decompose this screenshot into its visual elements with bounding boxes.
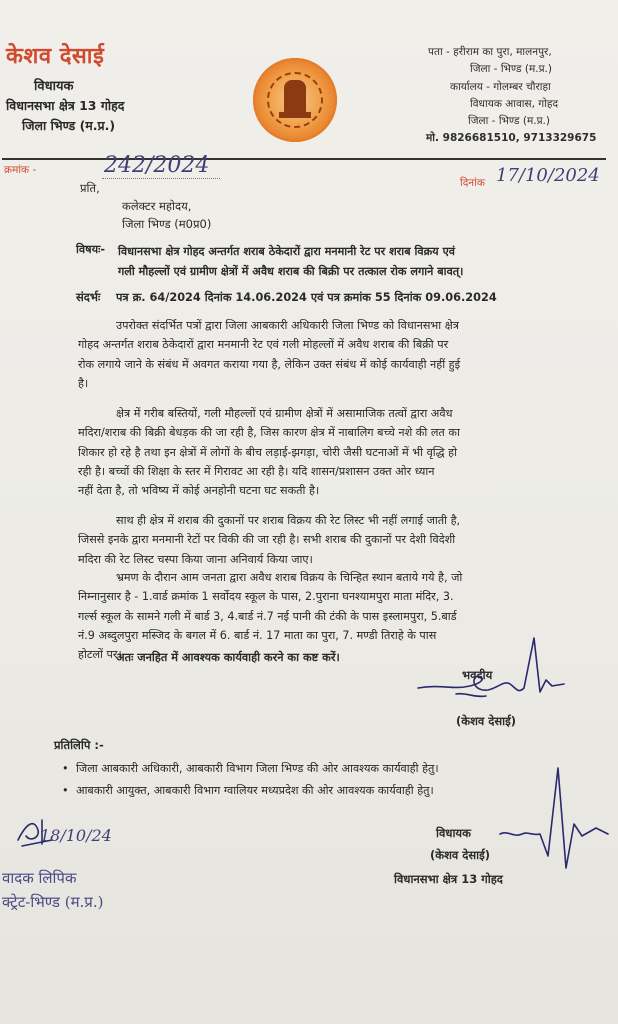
recipient-line: जिला भिण्ड (म0प्र0) [122,217,212,231]
lion-capital-emblem-icon [284,80,306,114]
reference-number-underline [102,178,220,179]
date-label: दिनांक [460,177,485,189]
paragraph-line: जिससे इनके द्वारा मनमानी रेटों पर विकी की जा रही है। सभी शराब की दुकानों पर देशी विदेशी [78,533,456,547]
mla-constituency: विधानसभा क्षेत्र 13 गोहद [6,98,125,113]
paragraph-line: निम्नानुसार है - 1.वार्ड क्रमांक 1 सर्वोदय स्कूल के पास, 2.पुराना घनश्यामपुरा माता मंदिर, 3. [78,590,454,604]
paragraph-line: है। [78,376,89,390]
subject-line: विधानसभा क्षेत्र गोहद अन्तर्गत शराब ठेकेदारों द्वारा मनमानी रेट पर शराब विक्रय एवं [118,245,455,258]
paragraph-line: रोक लगाये जाने के संबंध में अवगत कराया गया है, लेकिन उक्त संबंध में कोई कार्यवाही नहीं हुई [78,357,461,371]
body-paragraph-1 [78,316,554,393]
mla-district: जिला भिण्ड (म.प्र.) [22,118,116,133]
date-handwritten: 17/10/2024 [496,165,600,186]
reference-label: संदर्भः [76,290,101,304]
footer-name: (केशव देसाई) [430,848,491,862]
paragraph-line: साथ ही क्षेत्र में शराब की दुकानों पर शराब विक्रय की रेट लिस्ट भी नहीं लगाई जाती है, [116,514,461,527]
footer-constituency: विधानसभा क्षेत्र 13 गोहद [394,872,503,886]
subject-line: गली मौहल्लों एवं ग्रामीण क्षेत्रों में अवैध शराब की बिक्री पर तत्काल रोक लगाने बावत्। [118,264,464,278]
copy-to-label: प्रतिलिपि :- [54,738,104,752]
receipt-date: 18/10/24 [40,826,112,845]
reference-text: पत्र क्र. 64/2024 दिनांक 14.06.2024 एवं पत्र क्रमांक 55 दिनांक 09.06.2024 [116,291,497,304]
address-line: जिला - भिण्ड (म.प्र.) [468,115,550,128]
paragraph-line: उपरोक्त संदर्भित पत्रों द्वारा जिला आबकारी अधिकारी जिला भिण्ड को विधानसभा क्षेत्र [116,319,459,332]
to-label: प्रति, [80,181,100,195]
paragraph-line: भ्रमण के दौरान आम जनता द्वारा अवैध शराब विक्रय के चिन्हित स्थान बताये गये है, जो [116,571,463,584]
letterhead-divider [2,158,606,160]
paragraph-line: नहीं देता है, तो भविष्य में कोई अनहोनी घटना घट सकती है। [78,484,320,498]
subject-text [118,242,554,281]
mla-signature [412,628,572,712]
paragraph-line: गोहद अन्तर्गत शराब ठेकेदारों द्वारा मनमानी रेट एवं गली मोहल्लों में अवैध शराब की बिक्री पर [78,338,449,352]
paragraph-line: गर्ल्स स्कूल के सामने गली में बार्ड 3, 4.बार्ड नं.7 नई पानी की टंकी के पास इस्लामपुरा, 5.बार्ड [78,609,457,623]
footer-signature [496,764,616,874]
paragraph-line: नं.9 अब्दुलपुरा मस्जिद के बगल में 6. बार्ड नं. 17 माता का पुरा, 7. मण्डी तिराहे के पास [78,628,437,642]
receipt-stamp-line1: वादक लिपिक [2,869,77,887]
valediction: भवदीय [462,668,493,682]
address-line: कार्यालय - गोलम्बर चौराहा [450,80,551,93]
paragraph-line: मदिरा/शराब की बिक्री बेधड़क की जा रही है, जिस कारण क्षेत्र में नाबालिग बच्चे नशे की लत का [78,426,460,440]
mla-designation: विधायक [34,79,74,94]
subject-label: विषयः- [76,243,105,256]
receipt-stamp-line2: क्ट्रेट-भिण्ड (म.प्र.) [2,893,104,911]
signatory-name: (केशव देसाई) [456,714,517,728]
recipient-line: कलेक्टर महोदय, [122,199,192,213]
paragraph-line: रही है। बच्चों की शिक्षा के स्तर में गिरावट आ रही है। यदि शासन/प्रशासन उक्त ओर ध्यान [78,464,435,478]
paragraph-line: क्षेत्र में गरीब बस्तियों, गली मौहल्लों एवं ग्रामीण क्षेत्रों में असामाजिक तत्वों द्वारा अवैध [116,407,453,420]
body-paragraph-3 [78,511,554,569]
copy-to-item: • जिला आबकारी अधिकारी, आबकारी विभाग जिला भिण्ड की ओर आवश्यक कार्यवाही हेतु। [62,758,552,780]
mp-government-seal [253,58,337,142]
address-line: विधायक आवास, गोहद [470,97,559,110]
emblem-base [279,112,311,118]
body-paragraph-2 [78,404,554,500]
address-line: जिला - भिण्ड (म.प्र.) [470,63,552,76]
address-line: पता - हरीराम का पुरा, मालनपुर, [428,46,552,58]
paragraph-line: मदिरा की रेट लिस्ट चस्पा किया जाना अनिवार्य किया जाए। [78,552,313,566]
paragraph-line: शिकार हो रहे है तथा इन क्षेत्रों में लोगों के बीच लड़ाई-झगड़ा, चोरी जैसी घटनाओं में भी वृद्धि हो [78,445,458,459]
reference-number-handwritten: 242/2024 [104,153,210,178]
letterhead-address [420,44,596,148]
footer-designation: विधायक [436,826,471,840]
phone-numbers: मो. 9826681510, 9713329675 [426,132,597,145]
reference-number-label: क्रमांक - [4,164,37,176]
copy-to-list [62,758,552,802]
mla-name-heading: केशव देसाई [6,44,105,69]
paragraph-line: होटलों पर। [78,648,122,662]
closing-request: अतः जनहित में आवश्यक कार्यवाही करने का कष्ट करें। [116,651,340,664]
copy-to-item: • आबकारी आयुक्त, आबकारी विभाग ग्वालियर मध्यप्रदेश की ओर आवश्यक कार्यवाही हेतु। [62,780,552,802]
